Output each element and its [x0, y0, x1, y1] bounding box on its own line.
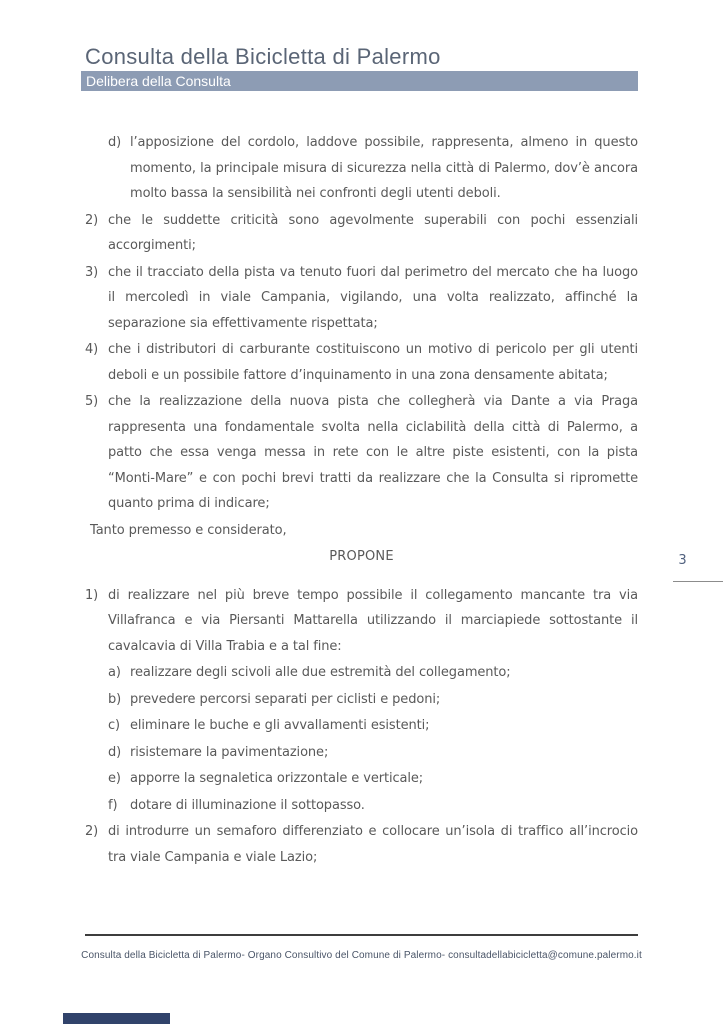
premise-item-d: [85, 130, 638, 207]
proposal-subitem-d: [85, 740, 638, 766]
proposal-item-1: [85, 583, 638, 660]
list-marker: d): [108, 744, 122, 760]
list-marker: f): [108, 797, 118, 813]
premise-item-2: [85, 208, 638, 259]
footer-corner-mark: [63, 1013, 170, 1024]
page-number-rule: [673, 581, 723, 582]
list-marker: 2): [85, 212, 99, 228]
closing-line: Tanto premesso e considerato,: [90, 522, 287, 538]
subtitle-banner: [81, 71, 638, 91]
premise-item-4: [85, 337, 638, 388]
list-marker: 4): [85, 342, 99, 357]
list-item-text: che i distributori di carburante costituiscono un motivo di pericolo per gli utenti deboli e un possibile fattore d’inquinamento in una zona densamente abitata;: [108, 342, 638, 383]
list-item-text: che le suddette criticità sono agevolmente superabili con pochi essenziali accorgimenti;: [108, 212, 638, 253]
subtitle-banner-label: Delibera della Consulta: [86, 73, 231, 89]
page-number: 3: [678, 553, 687, 568]
list-item-text: dotare di illuminazione il sottopasso.: [130, 797, 365, 813]
premise-item-5: [85, 389, 638, 517]
document-title: Consulta della Bicicletta di Palermo: [85, 44, 441, 69]
list-item-text: apporre la segnaletica orizzontale e verticale;: [130, 771, 424, 786]
footer-text: Consulta della Bicicletta di Palermo- Organo Consultivo del Comune di Palermo- consultadellabicicletta@comune.palermo.it: [81, 950, 642, 961]
premise-item-3: [85, 260, 638, 337]
list-marker: 3): [85, 264, 99, 280]
list-item-text: realizzare degli scivoli alle due estremità del collegamento;: [130, 665, 511, 680]
list-marker: c): [108, 718, 121, 733]
list-marker: b): [108, 691, 122, 707]
list-item-text: l’apposizione del cordolo, laddove possibile, rappresenta, almeno in questo momento, la principale misura di sicurezza nella città di Palermo, dov’è ancora molto bassa la sensibilità nei confronti degli utenti deboli.: [130, 135, 638, 201]
proposal-subitem-b: [85, 687, 638, 713]
list-marker: 2): [85, 824, 99, 839]
list-marker: 5): [85, 394, 99, 409]
proposal-subitem-a: [85, 660, 638, 686]
list-item-text: che la realizzazione della nuova pista che collegherà via Dante a via Praga rappresenta una fondamentale svolta nella ciclabilità della città di Palermo, a patto che essa venga messa in rete con le altre piste esistenti, con la pista “Monti-Mare” e con pochi brevi tratti da realizzare che la Consulta si ripromette quanto prima di indicare;: [108, 394, 638, 511]
list-marker: d): [108, 135, 122, 150]
list-item-text: risistemare la pavimentazione;: [130, 744, 329, 760]
document-body: [85, 130, 638, 871]
list-marker: a): [108, 665, 121, 680]
proposal-subitem-f: [85, 793, 638, 819]
proposal-subitem-c: [85, 713, 638, 739]
propone-heading: PROPONE: [329, 549, 394, 564]
list-item-text: eliminare le buche e gli avvallamenti esistenti;: [130, 718, 430, 733]
proposal-subitem-e: [85, 766, 638, 792]
proposal-item-2: [85, 819, 638, 870]
list-item-text: prevedere percorsi separati per ciclisti e pedoni;: [130, 691, 441, 707]
list-marker: e): [108, 771, 121, 786]
list-item-text: che il tracciato della pista va tenuto fuori dal perimetro del mercato che ha luogo il mercoledì in viale Campania, vigilando, una volta realizzato, affinché la separazione sia effettivamente rispettata;: [108, 264, 638, 331]
footer-rule: [85, 934, 638, 936]
list-item-text: di introdurre un semaforo differenziato e collocare un’isola di traffico all’incrocio tra viale Campania e viale Lazio;: [108, 824, 638, 865]
list-item-text: di realizzare nel più breve tempo possibile il collegamento mancante tra via Villafranca e via Piersanti Mattarella utilizzando il marciapiede sottostante il cavalcavia di Villa Trabia e a tal fine:: [108, 587, 638, 654]
list-marker: 1): [85, 587, 99, 603]
